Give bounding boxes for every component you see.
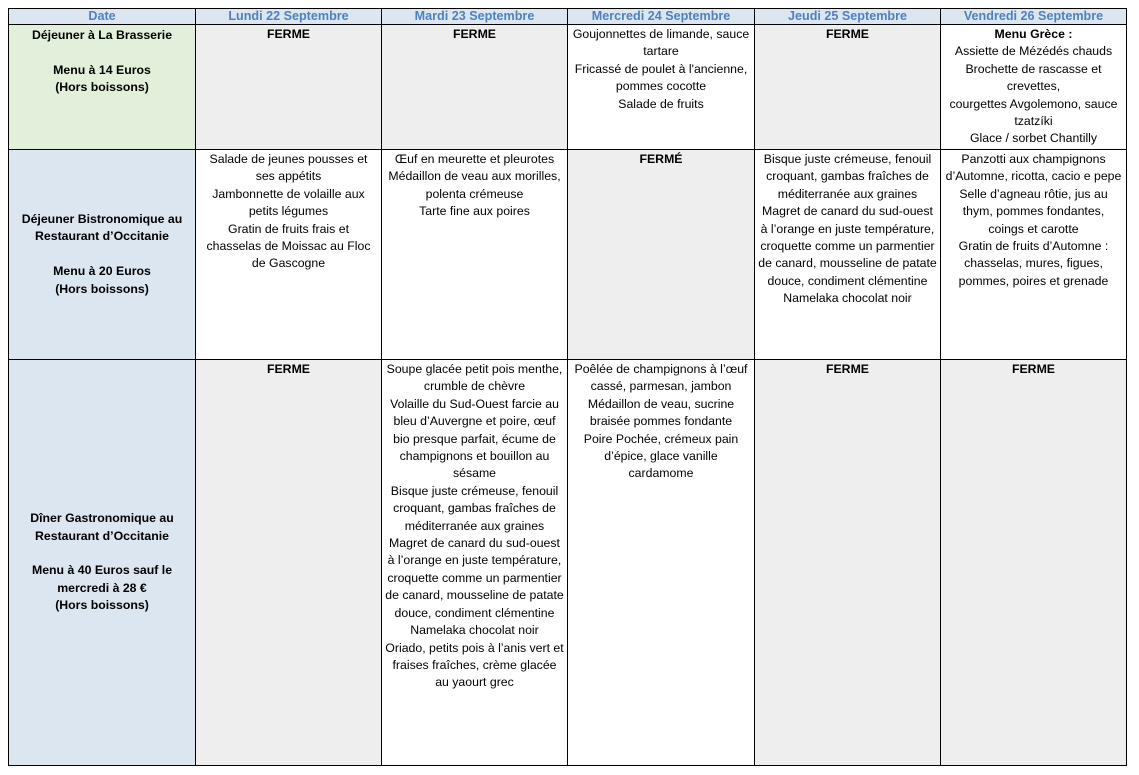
gastronomique-note: (Hors boissons) <box>55 598 149 613</box>
friday-menu-title: Menu Grèce : <box>994 27 1073 41</box>
bistronomique-wednesday-closed: FERMÉ <box>568 150 755 360</box>
gastronomique-monday-closed: FERME <box>196 360 382 766</box>
header-thursday: Jeudi 25 Septembre <box>755 9 941 25</box>
weekly-menu-table <box>8 8 1127 766</box>
header-row <box>9 9 1127 25</box>
bistronomique-friday-menu <box>941 150 1127 360</box>
dish: Namelaka chocolat noir <box>783 291 912 306</box>
gastronomique-price: Menu à 40 Euros sauf le mercredi à 28 € <box>31 563 173 595</box>
dish: Magret de canard du sud-ouest à l’orange en juste température, croquette comme un parmentier de canard, mousseline de patate douce, condiment clémentine <box>758 204 937 288</box>
brasserie-price: Menu à 14 Euros <box>53 62 151 77</box>
dish: Gratin de fruits d’Automne : chasselas, mures, figues, pommes, poires et grenade <box>958 239 1109 288</box>
gastronomique-thursday-closed: FERME <box>755 360 941 766</box>
brasserie-tuesday-closed: FERME <box>382 25 568 150</box>
header-monday: Lundi 22 Septembre <box>196 9 382 25</box>
dish: Médaillon de veau, sucrine braisée pommes fondante <box>587 396 735 429</box>
brasserie-label <box>9 25 196 150</box>
header-friday: Vendredi 26 Septembre <box>941 9 1127 25</box>
bistronomique-monday-menu <box>196 150 382 360</box>
header-date: Date <box>9 9 196 25</box>
bistronomique-label <box>9 150 196 360</box>
dish: Œuf en meurette et pleurotes <box>394 152 555 166</box>
brasserie-monday-closed: FERME <box>196 25 382 150</box>
gastronomique-wednesday-menu <box>568 360 755 766</box>
brasserie-thursday-closed: FERME <box>755 25 941 150</box>
dish: Magret de canard du sud-ouest à l’orange en juste température, croquette comme un parmentier de canard, mousseline de patate douce, condiment clémentine <box>385 536 564 620</box>
dish: Médaillon de veau aux morilles, polenta crémeuse <box>388 169 561 201</box>
bistronomique-tuesday-menu <box>382 150 568 360</box>
gastronomique-label <box>9 360 196 766</box>
dish: Namelaka chocolat noir <box>410 623 539 638</box>
gastronomique-title: Dîner Gastronomique au Restaurant d’Occitanie <box>30 511 174 543</box>
dish: Poire Pochée, crémeux pain d’épice, glace vanille cardamome <box>583 431 739 481</box>
header-tuesday: Mardi 23 Septembre <box>382 9 568 25</box>
dish: Gratin de fruits frais et chasselas de Moissac au Floc de Gascogne <box>206 221 371 271</box>
dish: Soupe glacée petit pois menthe, crumble de chèvre <box>386 362 563 394</box>
dish: Jambonnette de volaille aux petits légumes <box>212 186 365 219</box>
bistronomique-title: Déjeuner Bistronomique au Restaurant d’Occitanie <box>21 211 183 244</box>
bistronomique-thursday-menu <box>755 150 941 360</box>
dish: Oriado, petits pois à l’anis vert et fraises fraîches, crème glacée au yaourt grec <box>385 640 564 690</box>
dish: Bisque juste crémeuse, fenouil croquant, gambas fraîches de méditerranée aux graines <box>390 483 559 533</box>
dish: Glace / sorbet Chantilly <box>969 131 1098 146</box>
dish: Brochette de rascasse et crevettes, <box>965 61 1102 94</box>
dish: Tarte fine aux poires <box>419 204 530 219</box>
gastronomique-tuesday-menu <box>382 360 568 766</box>
row-gastronomique <box>9 360 1127 766</box>
row-bistronomique <box>9 150 1127 360</box>
header-wednesday: Mercredi 24 Septembre <box>568 9 755 25</box>
dish: Volaille du Sud-Ouest farcie au bleu d’Auvergne et poire, œuf bio presque parfait, écume de champignons et bouillon au sésame <box>390 396 559 481</box>
dish: Bisque juste crémeuse, fenouil croquant, gambas fraîches de méditerranée aux graines <box>763 152 932 201</box>
dish: Poêlée de champignons à l’œuf cassé, parmesan, jambon <box>574 362 748 394</box>
dish: Selle d’agneau rôtie, jus au thym, pommes fondantes, coings et carotte <box>959 186 1108 236</box>
brasserie-wednesday-menu <box>568 25 755 150</box>
dish: Panzotti aux champignons d’Automne, ricotta, cacio e pepe <box>945 152 1122 184</box>
gastronomique-friday-closed: FERME <box>941 360 1127 766</box>
brasserie-note: (Hors boissons) <box>55 80 149 95</box>
brasserie-friday-menu <box>941 25 1127 150</box>
row-brasserie <box>9 25 1127 150</box>
dish: Assiette de Mézédés chauds <box>954 44 1113 59</box>
dish: Salade de fruits <box>618 96 704 111</box>
brasserie-title: Déjeuner à La Brasserie <box>31 28 173 42</box>
dish: Goujonnettes de limande, sauce tartare <box>572 27 750 59</box>
bistronomique-note: (Hors boissons) <box>55 281 149 296</box>
dish: Fricassé de poulet à l'ancienne, pommes cocotte <box>574 61 748 94</box>
dish: courgettes Avgolemono, sauce tzatzíki <box>949 96 1118 129</box>
dish: Salade de jeunes pousses et ses appétits <box>209 152 368 184</box>
bistronomique-price: Menu à 20 Euros <box>53 264 151 279</box>
